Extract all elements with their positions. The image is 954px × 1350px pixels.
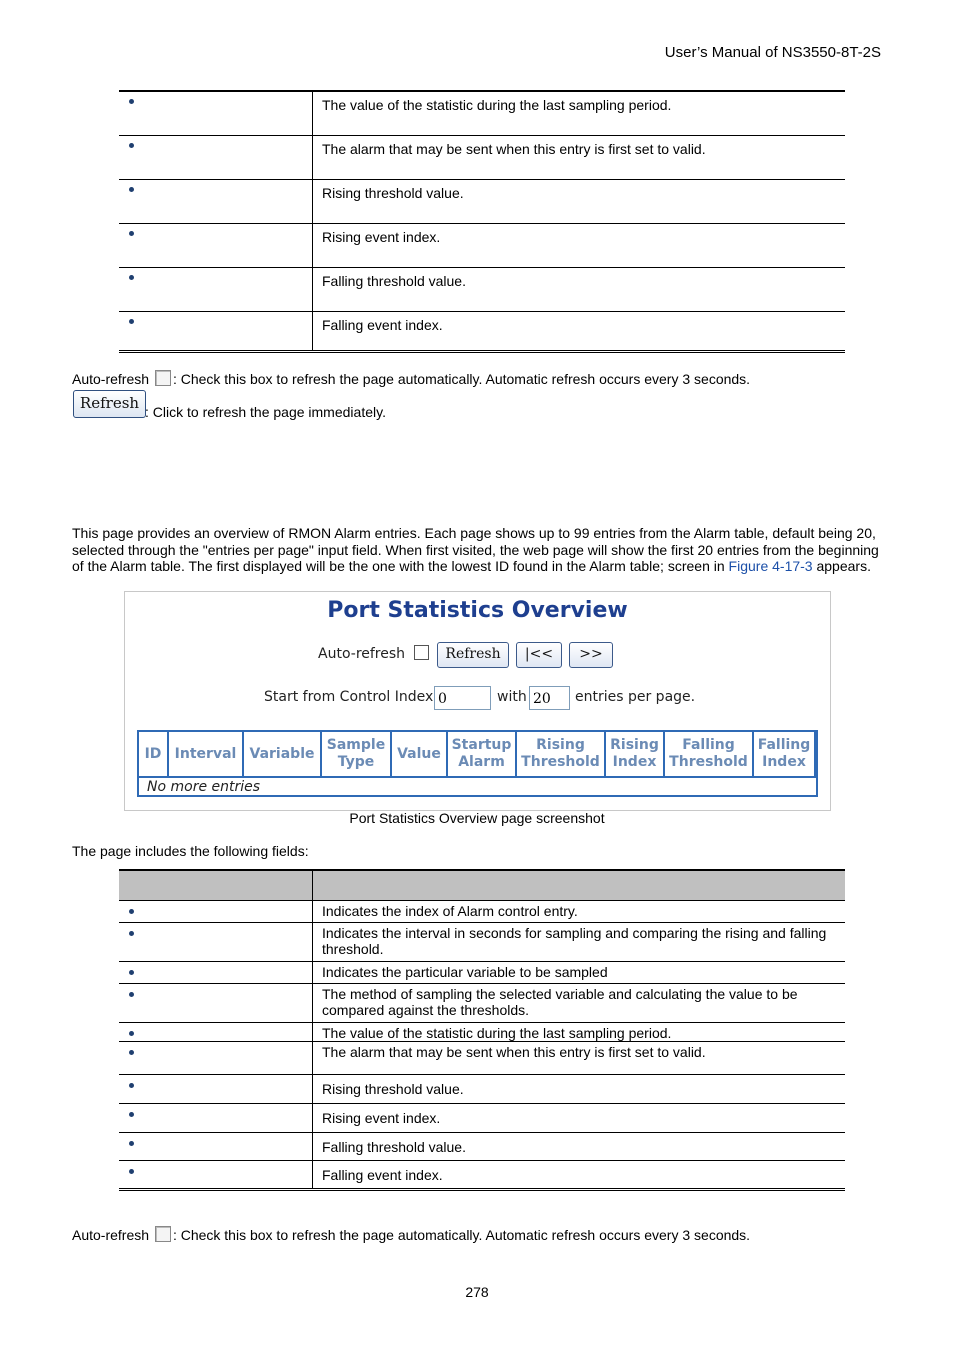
column-header: Startup Alarm <box>448 732 517 776</box>
bullet-icon <box>129 1141 134 1146</box>
column-header: Value <box>392 732 448 776</box>
table-row <box>119 901 845 923</box>
table-row <box>119 984 845 1023</box>
column-header: Interval <box>169 732 244 776</box>
entries-per-page-label: entries per page. <box>575 689 696 705</box>
alarm-table <box>137 730 818 797</box>
field-description: Falling threshold value. <box>313 1133 846 1161</box>
auto-refresh-text: : Check this box to refresh the page automatically. Automatic refresh occurs every 3 seconds. <box>172 371 751 387</box>
figure-caption: Port Statistics Overview page screenshot <box>349 810 605 826</box>
bullet-icon <box>129 1031 134 1036</box>
bullet-icon <box>129 99 134 104</box>
header-divider <box>139 776 816 778</box>
bullet-icon <box>129 1050 134 1055</box>
field-description: Indicates the interval in seconds for sampling and comparing the rising and falling threshold. <box>313 923 846 962</box>
field-description: Rising event index. <box>313 1104 846 1133</box>
table-row <box>119 1023 845 1042</box>
bullet-icon <box>129 1112 134 1117</box>
start-index-input[interactable]: 0 <box>434 686 491 710</box>
start-index-label: Start from Control Index <box>264 689 434 705</box>
table-row <box>119 1075 845 1104</box>
bullet-icon <box>129 319 134 324</box>
first-page-button[interactable]: |<< <box>516 642 562 668</box>
page-number: 278 <box>465 1284 489 1300</box>
table-row <box>119 1042 845 1075</box>
column-header: Rising Index <box>606 732 665 776</box>
intro-text-after: appears. <box>812 558 871 574</box>
entries-per-page-input[interactable]: 20 <box>529 686 570 710</box>
bullet-icon <box>129 931 134 936</box>
screenshot-title: Port Statistics Overview <box>327 598 628 623</box>
bullet-icon <box>129 909 134 914</box>
checkbox-icon <box>155 1226 171 1242</box>
bullet-icon <box>129 970 134 975</box>
figure-link[interactable]: Figure 4-17-3 <box>728 558 813 574</box>
field-description: Rising event index. <box>313 224 846 268</box>
table-row <box>119 1133 845 1161</box>
field-description: The alarm that may be sent when this entry is first set to valid. <box>313 1042 846 1075</box>
bullet-icon <box>129 143 134 148</box>
bullet-icon <box>129 187 134 192</box>
column-header: ID <box>139 732 169 776</box>
intro-paragraph <box>72 525 882 575</box>
column-header: Falling Index <box>754 732 816 776</box>
field-description: Falling event index. <box>322 317 443 333</box>
field-description: The alarm that may be sent when this entry is first set to valid. <box>313 136 846 180</box>
auto-refresh-label: Auto-refresh <box>72 1227 150 1243</box>
table-row <box>119 923 845 962</box>
table-row <box>119 180 845 224</box>
refresh-description: : Click to refresh the page immediately. <box>145 404 386 420</box>
field-description: Indicates the particular variable to be sampled <box>313 962 846 984</box>
auto-refresh-description-bottom <box>72 1226 882 1244</box>
column-header: Sample Type <box>322 732 392 776</box>
field-description: Rising threshold value. <box>313 1075 846 1104</box>
column-header: Rising Threshold <box>517 732 606 776</box>
table-row <box>119 312 845 352</box>
auto-refresh-checkbox[interactable] <box>414 645 429 660</box>
table-header-row <box>119 870 845 901</box>
fields-intro: The page includes the following fields: <box>72 843 309 859</box>
bullet-icon <box>129 1169 134 1174</box>
field-description: Falling event index. <box>322 1167 443 1183</box>
table-row <box>119 268 845 312</box>
page-header: User’s Manual of NS3550-8T-2S <box>664 44 881 61</box>
empty-message: No more entries <box>147 779 261 795</box>
table-row <box>119 962 845 984</box>
column-header: Falling Threshold <box>665 732 754 776</box>
checkbox-icon <box>155 370 171 386</box>
intro-text: This page provides an overview of RMON Alarm entries. Each page shows up to 99 entries from the Alarm table, default being 20, selected through the "entries per page" input field. When first visited, the web page will show the first 20 entries from the beginning of the Alarm table. The first displayed will be the one with the lowest ID found in the Alarm table; screen in <box>72 525 879 574</box>
auto-refresh-text: : Check this box to refresh the page automatically. Automatic refresh occurs every 3 seconds. <box>172 1227 751 1243</box>
table-row <box>119 1104 845 1133</box>
field-description: The value of the statistic during the last sampling period. <box>313 1023 846 1042</box>
fields-table <box>119 869 845 1191</box>
bullet-icon <box>129 1083 134 1088</box>
bullet-icon <box>129 231 134 236</box>
table-row <box>119 1161 845 1190</box>
bullet-icon <box>129 992 134 997</box>
field-description: The method of sampling the selected variable and calculating the value to be compared against the thresholds. <box>313 984 846 1023</box>
refresh-button[interactable]: Refresh <box>437 642 509 668</box>
fields-table-top <box>119 90 845 353</box>
table-row <box>119 224 845 268</box>
bullet-icon <box>129 275 134 280</box>
table-row <box>119 91 845 136</box>
table-row <box>119 136 845 180</box>
next-page-button[interactable]: >> <box>569 642 613 668</box>
screenshot-figure <box>124 591 831 811</box>
auto-refresh-description <box>72 370 882 388</box>
auto-refresh-label: Auto-refresh <box>318 646 406 662</box>
column-header: Variable <box>244 732 322 776</box>
auto-refresh-label: Auto-refresh <box>72 371 150 387</box>
with-label: with <box>497 689 527 705</box>
refresh-button-image: Refresh <box>73 390 146 418</box>
field-description: Indicates the index of Alarm control entry. <box>313 901 846 923</box>
field-description: The value of the statistic during the last sampling period. <box>313 91 846 136</box>
field-description: Falling threshold value. <box>313 268 846 312</box>
field-description: Rising threshold value. <box>313 180 846 224</box>
